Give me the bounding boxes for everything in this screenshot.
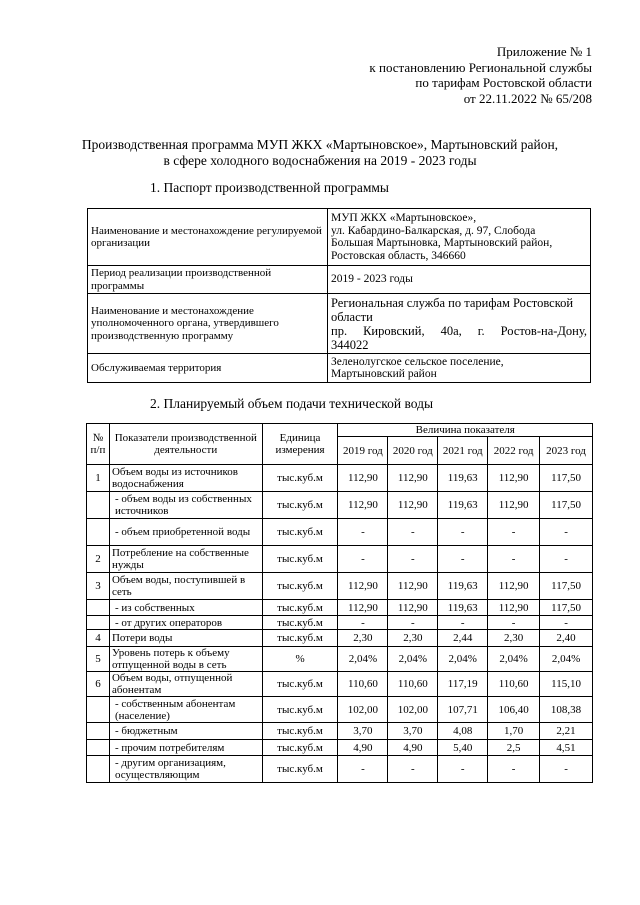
row-number: 5 — [87, 647, 110, 672]
plan-header-row — [87, 424, 593, 437]
row-value: 4,08 — [438, 723, 488, 740]
row-label: - объем приобретенной воды — [109, 519, 262, 546]
row-value: 5,40 — [438, 740, 488, 756]
row-value: - — [488, 756, 540, 783]
row-number: 4 — [87, 630, 110, 647]
table-row — [87, 672, 593, 697]
row-value: 110,60 — [338, 672, 388, 697]
row-value: 110,60 — [488, 672, 540, 697]
table-row — [87, 740, 593, 756]
row-value: 3,70 — [388, 723, 438, 740]
row-label: Объем воды, поступившей в сеть — [109, 573, 262, 600]
appendix-ref-1: к постановлению Региональной службы — [369, 59, 592, 75]
appendix-ref-2: по тарифам Ростовской области — [415, 75, 592, 90]
row-value: 119,63 — [438, 600, 488, 616]
row-number — [87, 740, 110, 756]
row-value: 2,30 — [388, 630, 438, 647]
row-value: 119,63 — [438, 465, 488, 492]
passport-table — [87, 208, 591, 383]
row-value: 4,90 — [338, 740, 388, 756]
row-value: - — [388, 546, 438, 573]
section-2-heading: 2. Планируемый объем подачи технической воды — [150, 396, 434, 411]
table-row — [87, 465, 593, 492]
title-line-1: Производственная программа МУП ЖКХ «Мартыновское», Мартыновский район, — [81, 137, 559, 152]
table-row — [87, 546, 593, 573]
row-value: - — [488, 546, 540, 573]
passport-row — [88, 354, 591, 383]
row-value: 4,51 — [540, 740, 593, 756]
row-value: - — [338, 756, 388, 783]
col-header-year: 2019 год — [338, 437, 388, 465]
row-value: 2,04% — [438, 647, 488, 672]
row-value: - — [388, 519, 438, 546]
row-unit: тыс.куб.м — [262, 492, 338, 519]
row-value: 117,19 — [438, 672, 488, 697]
table-row — [87, 630, 593, 647]
row-value: 2,30 — [338, 630, 388, 647]
passport-row — [88, 294, 591, 354]
row-unit: тыс.куб.м — [262, 616, 338, 630]
row-value: 112,90 — [488, 573, 540, 600]
row-value: 117,50 — [540, 465, 593, 492]
row-number: 3 — [87, 573, 110, 600]
table-row — [87, 600, 593, 616]
row-value: 102,00 — [338, 697, 388, 723]
row-label: - из собственных — [109, 600, 262, 616]
row-value: - — [388, 616, 438, 630]
col-header-year: 2020 год — [388, 437, 438, 465]
row-value: 112,90 — [388, 573, 438, 600]
row-value: 112,90 — [388, 600, 438, 616]
row-unit: тыс.куб.м — [262, 756, 338, 783]
row-unit: тыс.куб.м — [262, 546, 338, 573]
row-value: 2,04% — [388, 647, 438, 672]
col-header-year: 2023 год — [540, 437, 593, 465]
row-value: 2,44 — [438, 630, 488, 647]
row-number: 1 — [87, 465, 110, 492]
row-value: - — [540, 616, 593, 630]
table-row — [87, 573, 593, 600]
row-value: 2,04% — [540, 647, 593, 672]
row-label: Объем воды из источников водоснабжения — [109, 465, 262, 492]
passport-value-line: Региональная служба по тарифам Ростовской — [331, 295, 574, 310]
row-value: - — [338, 616, 388, 630]
table-row — [87, 697, 593, 723]
passport-value-line: области — [331, 309, 373, 324]
table-row — [87, 616, 593, 630]
row-unit: тыс.куб.м — [262, 672, 338, 697]
passport-value-line: пр. Кировский, 40а, г. Ростов-на-Дону, — [331, 323, 587, 338]
row-label: - другим организациям, осуществляющим — [109, 756, 262, 783]
row-value: - — [438, 616, 488, 630]
row-value: - — [488, 616, 540, 630]
passport-value — [328, 354, 591, 383]
row-value: 2,04% — [488, 647, 540, 672]
row-label: Уровень потерь к объему отпущенной воды в сеть — [109, 647, 262, 672]
passport-label: Период реализации производственной программы — [88, 266, 328, 294]
row-number — [87, 697, 110, 723]
table-row — [87, 723, 593, 740]
row-value: 112,90 — [388, 492, 438, 519]
col-header-value: Величина показателя — [338, 424, 593, 437]
row-value: 3,70 — [338, 723, 388, 740]
row-number — [87, 723, 110, 740]
row-value: 2,5 — [488, 740, 540, 756]
title-line-2: в сфере холодного водоснабжения на 2019 - 2023 годы — [163, 153, 477, 168]
row-value: 112,90 — [338, 465, 388, 492]
row-value: 2,04% — [338, 647, 388, 672]
row-unit: % — [262, 647, 338, 672]
section-1-heading: 1. Паспорт производственной программы — [150, 180, 389, 195]
row-value: 112,90 — [488, 465, 540, 492]
row-unit: тыс.куб.м — [262, 630, 338, 647]
row-value: 119,63 — [438, 492, 488, 519]
row-value: 112,90 — [388, 465, 438, 492]
row-value: 107,71 — [438, 697, 488, 723]
col-header-indicator: Показатели производственной деятельности — [109, 424, 262, 465]
row-value: - — [488, 519, 540, 546]
row-label: - собственным абонентам (население) — [109, 697, 262, 723]
passport-value-line: 344022 — [331, 337, 369, 352]
passport-row — [88, 209, 591, 266]
row-value: - — [438, 756, 488, 783]
row-label: Объем воды, отпущенной абонентам — [109, 672, 262, 697]
row-value: 2,40 — [540, 630, 593, 647]
row-value: 2,21 — [540, 723, 593, 740]
row-value: 112,90 — [338, 492, 388, 519]
row-value: 117,50 — [540, 492, 593, 519]
row-value: 112,90 — [488, 600, 540, 616]
table-row — [87, 756, 593, 783]
passport-value — [328, 209, 591, 266]
row-value: 106,40 — [488, 697, 540, 723]
row-value: 119,63 — [438, 573, 488, 600]
appendix-number: Приложение № 1 — [496, 44, 592, 59]
row-value: - — [540, 519, 593, 546]
row-number: 6 — [87, 672, 110, 697]
row-value: 1,70 — [488, 723, 540, 740]
col-header-year: 2022 год — [488, 437, 540, 465]
row-value: 117,50 — [540, 600, 593, 616]
row-unit: тыс.куб.м — [262, 573, 338, 600]
row-label: - от других операторов — [109, 616, 262, 630]
row-label: Потребление на собственные нужды — [109, 546, 262, 573]
row-label: - объем воды из собственных источников — [109, 492, 262, 519]
row-value: 112,90 — [338, 600, 388, 616]
passport-value — [328, 294, 591, 354]
row-number: 2 — [87, 546, 110, 573]
row-label: - прочим потребителям — [109, 740, 262, 756]
table-row — [87, 519, 593, 546]
row-value: 110,60 — [388, 672, 438, 697]
row-unit: тыс.куб.м — [262, 740, 338, 756]
row-label: - бюджетным — [109, 723, 262, 740]
row-number — [87, 492, 110, 519]
passport-value-line: ул. Кабардино-Балкарская, д. 97, Слобода — [331, 224, 536, 237]
row-value: - — [438, 546, 488, 573]
passport-value-line: Ростовская область, 346660 — [331, 249, 466, 262]
row-value: 108,38 — [540, 697, 593, 723]
row-value: - — [388, 756, 438, 783]
row-number — [87, 600, 110, 616]
col-header-year: 2021 год — [438, 437, 488, 465]
table-row — [87, 647, 593, 672]
row-unit: тыс.куб.м — [262, 465, 338, 492]
row-unit: тыс.куб.м — [262, 600, 338, 616]
row-value: 112,90 — [488, 492, 540, 519]
row-value: 2,30 — [488, 630, 540, 647]
row-value: 102,00 — [388, 697, 438, 723]
row-number — [87, 756, 110, 783]
col-header-num: № п/п — [87, 424, 110, 465]
row-value: - — [540, 546, 593, 573]
row-value: 4,90 — [388, 740, 438, 756]
row-unit: тыс.куб.м — [262, 697, 338, 723]
table-row — [87, 492, 593, 519]
passport-label: Наименование и местонахождение регулируемой организации — [88, 209, 328, 266]
plan-table — [86, 423, 593, 783]
row-unit: тыс.куб.м — [262, 723, 338, 740]
passport-label: Обслуживаемая территория — [88, 354, 328, 383]
passport-value-line: МУП ЖКХ «Мартыновское», — [331, 212, 477, 224]
row-number — [87, 616, 110, 630]
row-value: 117,50 — [540, 573, 593, 600]
passport-label: Наименование и местонахождение уполномоченного органа, утвердившего производственную программу — [88, 294, 328, 354]
row-unit: тыс.куб.м — [262, 519, 338, 546]
passport-value-line: Мартыновский район — [331, 368, 437, 380]
row-value: 112,90 — [338, 573, 388, 600]
row-value: - — [438, 519, 488, 546]
passport-value-line: Зеленолугское сельское поселение, — [331, 355, 504, 368]
passport-value: 2019 - 2023 годы — [328, 266, 591, 294]
row-label: Потери воды — [109, 630, 262, 647]
col-header-unit: Единица измерения — [262, 424, 338, 465]
row-value: 115,10 — [540, 672, 593, 697]
passport-value-line: Большая Мартыновка, Мартыновский район, — [331, 237, 553, 249]
document-title — [0, 137, 640, 169]
appendix-date: от 22.11.2022 № 65/208 — [463, 90, 592, 106]
passport-row — [88, 266, 591, 294]
row-value: - — [540, 756, 593, 783]
row-value: - — [338, 546, 388, 573]
row-value: - — [338, 519, 388, 546]
row-number — [87, 519, 110, 546]
appendix-header — [369, 44, 592, 106]
